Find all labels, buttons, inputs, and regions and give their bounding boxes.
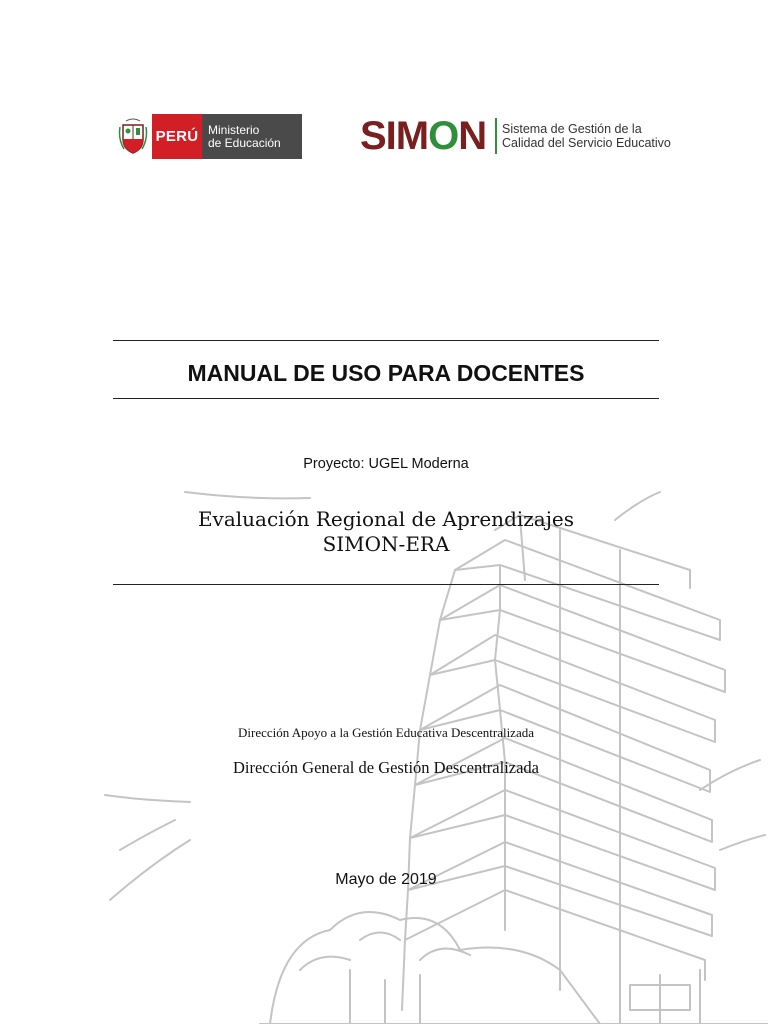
evaluation-title: [113, 507, 659, 557]
direction-support: Dirección Apoyo a la Gestión Educativa Descentralizada: [238, 725, 534, 740]
document-title: MANUAL DE USO PARA DOCENTES: [187, 360, 585, 386]
simon-tagline-line-2: Calidad del Servicio Educativo: [502, 136, 671, 150]
direction-general: Dirección General de Gestión Descentralizada: [232, 758, 539, 777]
peru-label: PERÚ: [152, 114, 202, 159]
shield-container: [114, 114, 152, 159]
simon-logo: [360, 114, 680, 158]
ministry-line-2: de Educación: [208, 135, 281, 150]
simon-divider: [495, 118, 497, 154]
ministry-label: [202, 114, 302, 159]
simon-wordmark: [360, 114, 486, 158]
evaluation-line-2: SIMON-ERA: [322, 532, 450, 556]
evaluation-rule: [113, 584, 659, 585]
title-rule-top: [113, 340, 659, 341]
simon-wordmark-text: SIMON: [360, 114, 487, 158]
minedu-logo: [114, 114, 302, 159]
document-date: Mayo de 2019: [335, 871, 437, 888]
simon-tagline: [502, 122, 671, 150]
peru-coat-of-arms-icon: [118, 117, 148, 157]
project-label: Proyecto: UGEL Moderna: [303, 456, 469, 472]
evaluation-line-1: Evaluación Regional de Aprendizajes: [197, 507, 575, 531]
simon-tagline-line-1: Sistema de Gestión de la: [502, 122, 642, 136]
title-rule-bottom: [113, 398, 659, 399]
ministry-line-1: Ministerio: [208, 122, 260, 137]
